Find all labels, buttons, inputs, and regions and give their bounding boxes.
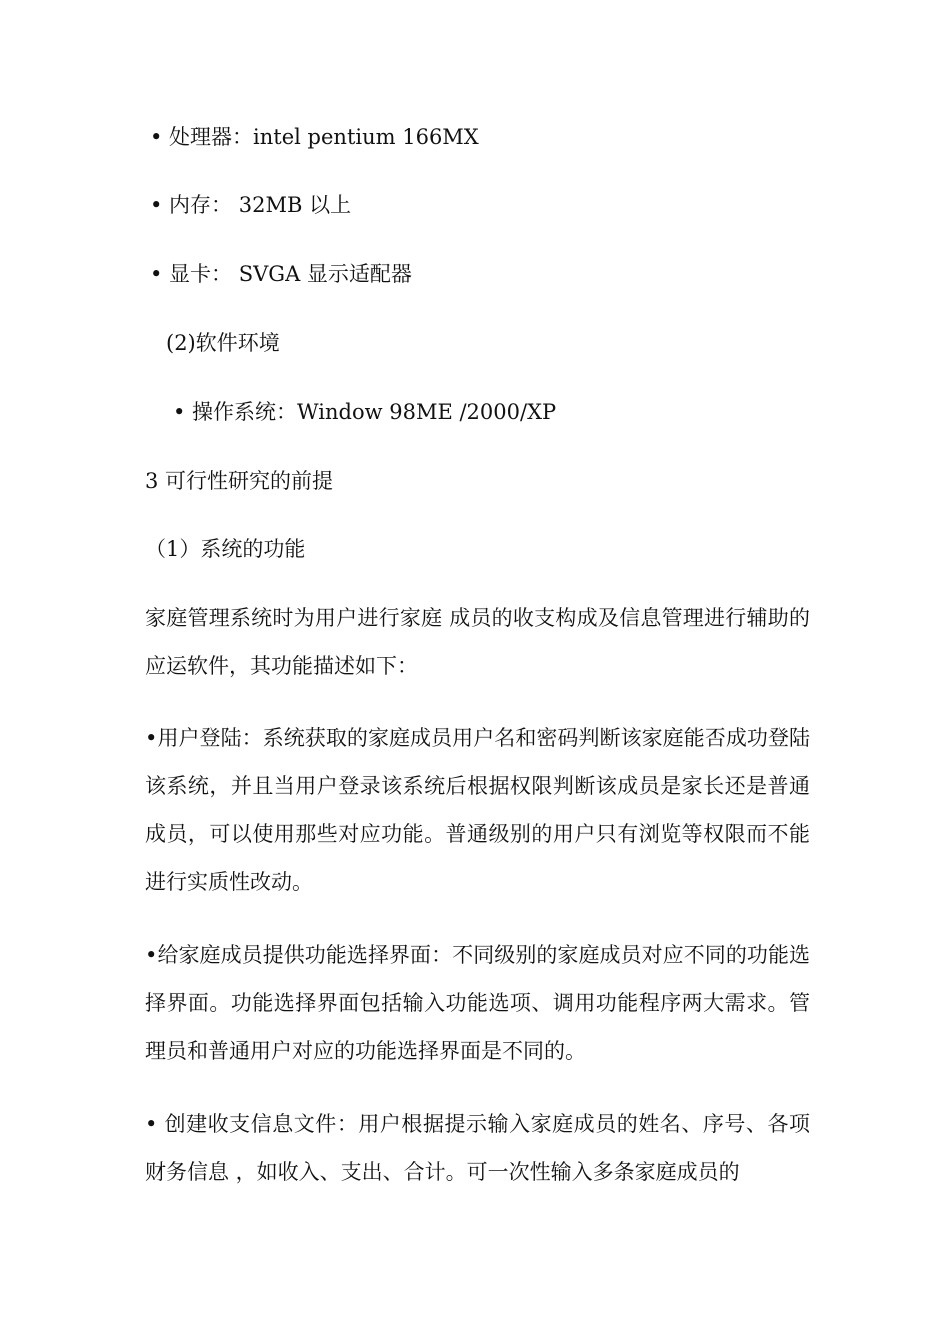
software-env-heading: (2)软件环境 [166, 331, 280, 355]
intro-paragraph: 家庭管理系统时为用户进行家庭 成员的收支构成及信息管理进行辅助的应运软件，其功能描述如下： [145, 606, 810, 678]
create-file-paragraph: • 创建收支信息文件：用户根据提示输入家庭成员的姓名、序号、各项财务信息 ，如收入、支出、合计。可一次性输入多条家庭成员的 [145, 1112, 810, 1184]
spec-memory: • 内存： 32MB 以上 [150, 193, 352, 217]
section-heading-3: 3 可行性研究的前提 [145, 469, 334, 493]
spec-os: • 操作系统：Window 98ME /2000/XP [173, 400, 557, 424]
spec-graphics: • 显卡： SVGA 显示适配器 [150, 262, 412, 286]
login-paragraph: •用户登陆：系统获取的家庭成员用户名和密码判断该家庭能否成功登陆该系统，并且当用户登录该系统后根据权限判断该成员是家长还是普通成员，可以使用那些对应功能。普通级别的用户只有浏览等权限而不能进行实质性改动。 [145, 726, 810, 894]
menu-paragraph: •给家庭成员提供功能选择界面：不同级别的家庭成员对应不同的功能选择界面。功能选择界面包括输入功能选项、调用功能程序两大需求。管理员和普通用户对应的功能选择界面是不同的。 [145, 943, 810, 1063]
subsection-heading-1: （1）系统的功能 [145, 537, 306, 561]
spec-cpu: • 处理器：intel pentium 166MX [150, 125, 479, 149]
